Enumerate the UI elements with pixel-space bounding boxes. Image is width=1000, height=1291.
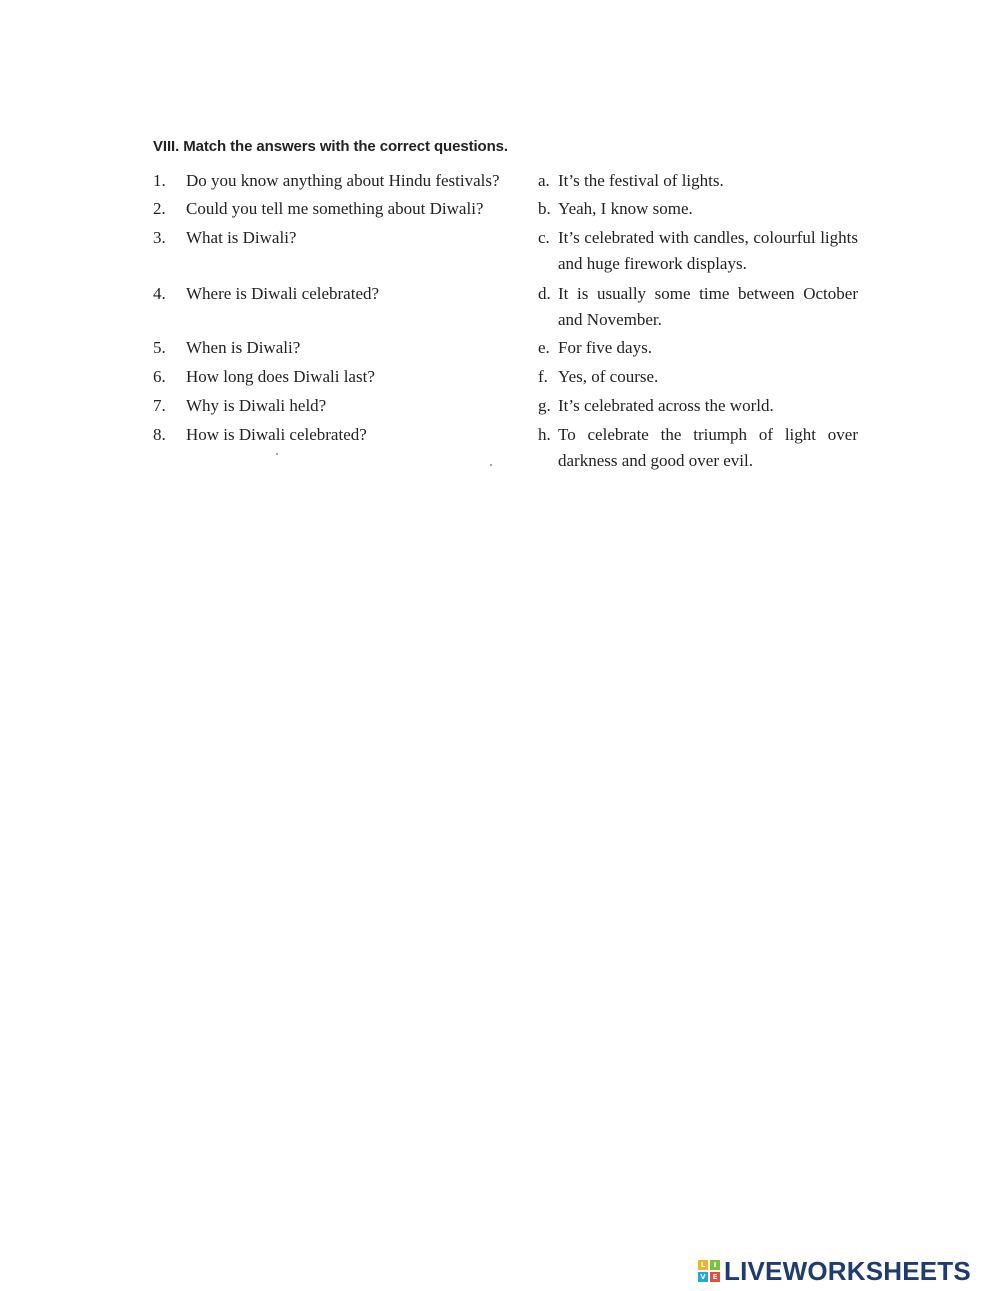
- question-number: 3.: [153, 228, 166, 247]
- question-number: 2.: [153, 199, 166, 218]
- answer-text: To celebrate the triumph of light over darkness and good over evil.: [558, 425, 858, 470]
- scan-speck: [490, 464, 492, 466]
- answer-letter: e.: [538, 338, 550, 357]
- answer-letter: h.: [538, 425, 551, 444]
- question-text: Why is Diwali held?: [186, 396, 327, 415]
- logo-text: LIVEWORKSHEETS: [724, 1256, 971, 1286]
- answer-text: It is usually some time between October and November.: [558, 284, 858, 329]
- logo-tile: L: [698, 1260, 708, 1270]
- answer-letter: f.: [538, 367, 548, 386]
- question-text: What is Diwali?: [186, 228, 297, 247]
- question-text: How long does Diwali last?: [186, 367, 375, 386]
- answer-letter: c.: [538, 228, 550, 247]
- answer-letter: b.: [538, 199, 551, 218]
- answer-letter: d.: [538, 284, 551, 303]
- logo-tile: I: [710, 1260, 720, 1270]
- question-number: 8.: [153, 425, 166, 444]
- question-text: Where is Diwali celebrated?: [186, 284, 380, 303]
- question-text: When is Diwali?: [186, 338, 301, 357]
- question-number: 1.: [153, 171, 166, 190]
- answer-letter: a.: [538, 171, 550, 190]
- question-number: 7.: [153, 396, 166, 415]
- answer-text: Yes, of course.: [558, 367, 659, 386]
- question-number: 6.: [153, 367, 166, 386]
- liveworksheets-logo[interactable]: [698, 1258, 971, 1284]
- question-text: Could you tell me something about Diwali?: [186, 199, 484, 218]
- worksheet-heading: VIII. Match the answers with the correct questions.: [153, 138, 508, 155]
- logo-tile: E: [710, 1272, 720, 1282]
- answer-text: It’s the festival of lights.: [558, 171, 724, 190]
- question-number: 4.: [153, 284, 166, 303]
- answer-text: For five days.: [558, 338, 652, 357]
- answer-letter: g.: [538, 396, 551, 415]
- answer-text: It’s celebrated with candles, colourful lights and huge firework displays.: [558, 228, 858, 273]
- answer-text: Yeah, I know some.: [558, 199, 693, 218]
- logo-tile: V: [698, 1272, 708, 1282]
- question-text: Do you know anything about Hindu festivals?: [186, 171, 500, 190]
- answer-text: It’s celebrated across the world.: [558, 396, 774, 415]
- scan-speck: [276, 453, 278, 455]
- question-text: How is Diwali celebrated?: [186, 425, 367, 444]
- question-number: 5.: [153, 338, 166, 357]
- logo-grid-icon: [698, 1260, 720, 1282]
